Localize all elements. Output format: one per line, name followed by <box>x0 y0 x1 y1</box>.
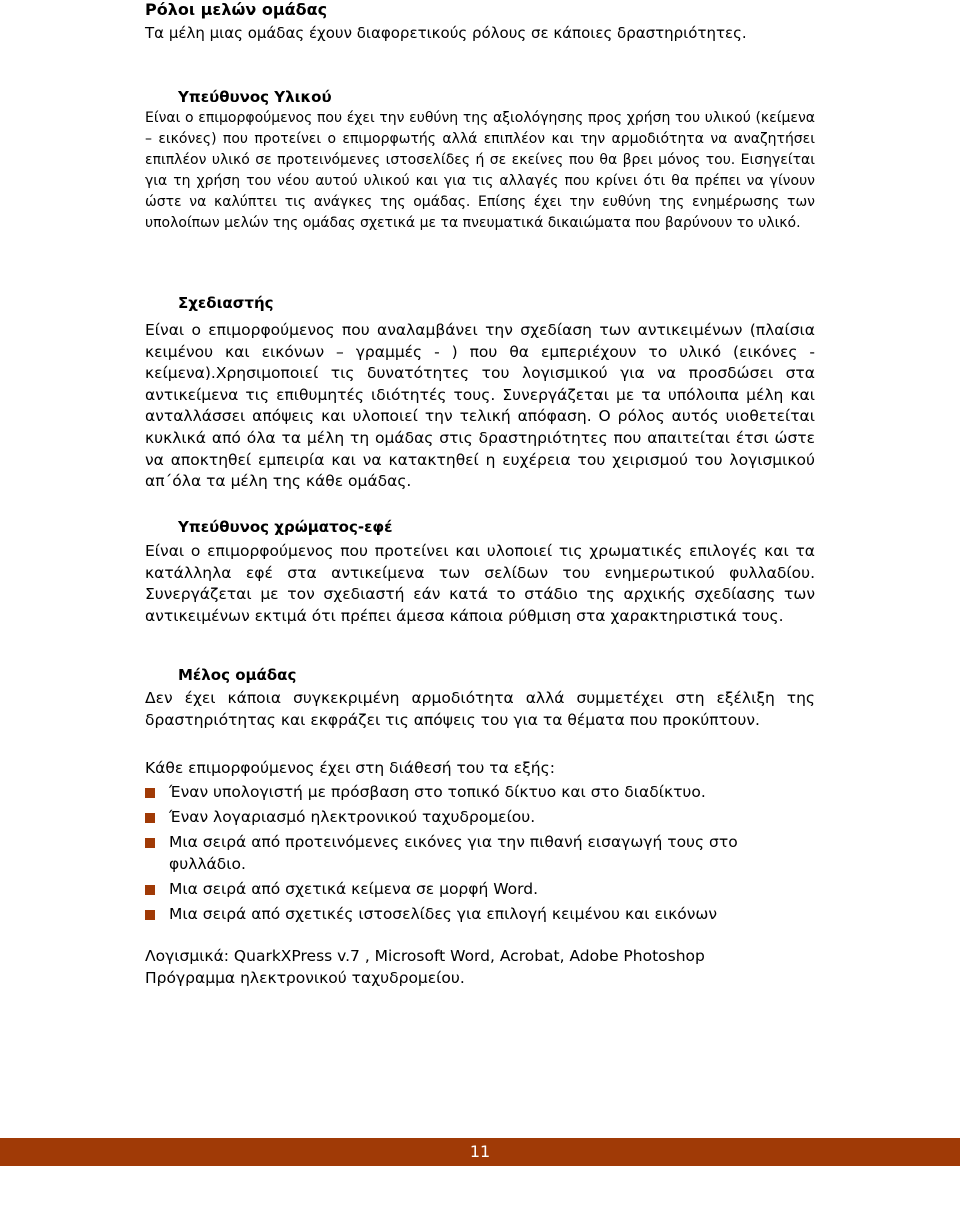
email-program-line: Πρόγραμμα ηλεκτρονικού ταχυδρομείου. <box>145 968 465 987</box>
list-item-text: Έναν λογαριασμό ηλεκτρονικού ταχυδρομείου. <box>169 808 536 826</box>
list-item-text: Μια σειρά από σχετικά κείμενα σε μορφή Word. <box>169 879 539 898</box>
square-bullet-icon <box>145 813 155 823</box>
list-item <box>145 807 769 829</box>
footer-bar <box>0 1138 960 1166</box>
role-section-designer <box>145 292 815 493</box>
list-item <box>145 832 769 875</box>
resources-intro: Κάθε επιμορφούμενος έχει στη διάθεσή του τα εξής: <box>145 759 555 777</box>
role-section-material <box>145 86 815 234</box>
role-section-color-effects <box>145 516 815 627</box>
resources-section <box>145 757 815 929</box>
list-item-text: Έναν υπολογιστή με πρόσβαση στο τοπικό δίκτυο και στο διαδίκτυο. <box>169 783 706 801</box>
role-heading: Μέλος ομάδας <box>178 666 297 684</box>
square-bullet-icon <box>145 885 155 895</box>
list-item <box>145 904 769 926</box>
list-item-text: Μια σειρά από σχετικές ιστοσελίδες για επιλογή κειμένου και εικόνων <box>169 904 718 923</box>
square-bullet-icon <box>145 788 155 798</box>
square-bullet-icon <box>145 910 155 920</box>
role-heading: Υπεύθυνος χρώματος-εφέ <box>178 518 393 536</box>
resource-list <box>145 782 815 925</box>
list-item <box>145 782 769 804</box>
page-number: 11 <box>469 1142 491 1161</box>
role-heading: Σχεδιαστής <box>178 294 274 312</box>
intro-text: Τα μέλη μιας ομάδας έχουν διαφορετικούς ρόλους σε κάποιες δραστηριότητες. <box>145 24 747 42</box>
role-description: Είναι ο επιμορφούμενος που έχει την ευθύνη της αξιολόγησης προς χρήση του υλικού (κείμενα – εικόνες) που προτείνει ο επιμορφωτής αλλά επιπλέον και την αρμοδιότητα να αναζητήσει επιπλέον υλικό σε προτεινόμενες ιστοσελίδες ή σε εκείνες που θα βρει μόνος του. Εισηγείται για τη χρήση του νέου αυτού υλικού και για τις αλλαγές που κρίνει ότι θα πρέπει να γίνουν ώστε να καλύπτει τις ανάγκες της ομάδας. Επίσης έχει την ευθύνη της ενημέρωσης των υπολοίπων μελών της ομάδας σχετικά με τα πνευματικά δικαιώματα που βαρύνουν το υλικό. <box>145 110 815 231</box>
software-block <box>145 946 705 989</box>
role-description: Δεν έχει κάποια συγκεκριμένη αρμοδιότητα αλλά συμμετέχει στη εξέλιξη της δραστηριότητας και εκφράζει τις απόψεις του για τα θέματα που προκύπτουν. <box>145 689 815 729</box>
page-title: Ρόλοι μελών ομάδας <box>145 0 328 19</box>
list-item <box>145 879 769 901</box>
role-heading: Υπεύθυνος Υλικού <box>178 88 332 106</box>
square-bullet-icon <box>145 838 155 848</box>
software-list: Λογισμικά: QuarkXPress v.7 , Microsoft Word, Acrobat, Adobe Photoshop <box>145 947 705 965</box>
role-section-team-member <box>145 664 815 731</box>
role-description: Είναι ο επιμορφούμενος που αναλαμβάνει την σχεδίαση των αντικειμένων (πλαίσια κειμένου και εικόνων – γραμμές - ) που θα εμπεριέχουν το υλικό (εικόνες - κείμενα).Χρησιμοποιεί τις δυνατότητες του λογισμικού για να προσδώσει στα αντικείμενα τις επιθυμητές ιδιότητές τους. Συνεργάζεται με τα υπόλοιπα μέλη και ανταλλάσσει απόψεις και υλοποιεί την τελική απόφαση. Ο ρόλος αυτός υιοθετείται κυκλικά από όλα τα μέλη τη ομάδας στις δραστηριότητες που απαιτείται έτσι ώστε να αποκτηθεί εμπειρία και να κατακτηθεί η ευχέρεια του χειρισμού του λογισμικού απ΄όλα τα μέλη της κάθε ομάδας. <box>145 321 815 491</box>
list-item-text: Μια σειρά από προτεινόμενες εικόνες για την πιθανή εισαγωγή τους στο φυλλάδιο. <box>169 833 738 873</box>
role-description: Είναι ο επιμορφούμενος που προτείνει και υλοποιεί τις χρωματικές επιλογές και τα κατάλληλα εφέ στα αντικείμενα των σελίδων του ενημερωτικού φυλλαδίου. Συνεργάζεται με τον σχεδιαστή εάν κατά το στάδιο της αρχικής σχεδίασης των αντικειμένων εκτιμά ότι πρέπει άμεσα κάποια ρύθμιση στα χαρακτηριστικά τους. <box>145 542 815 625</box>
